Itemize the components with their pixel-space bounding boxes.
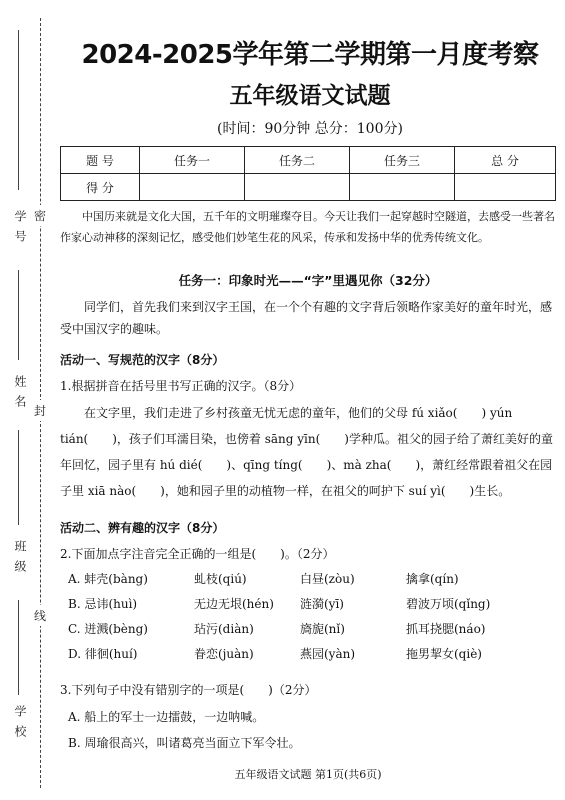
seal-mark-mi: 密 <box>34 205 46 226</box>
option-row-c <box>68 620 556 640</box>
class-label: 班级 <box>13 540 27 580</box>
pinyin-passage: 在文字里，我们走进了乡村孩童无忧无虑的童年，他们的父母 fú xiǎo( ) yún tián( )，孩子们耳濡目染，也傍着 sāng yīn( )学种瓜。祖父的园子给了萧红美好的童年回忆，园子里有 hú dié( )、qīng tíng( )、mà zha( )，萧红经常跟着祖父在园子里 xiā nào( )，她和园子里的动植物一样，在祖父的呵护下 suí yì( )生长。 <box>60 406 553 498</box>
option-row-d <box>68 645 556 665</box>
score-header-cell: 任务一 <box>140 147 245 174</box>
student-id-label: 学号 <box>13 210 27 250</box>
score-header-cell: 任务二 <box>245 147 350 174</box>
class-rule <box>18 430 19 525</box>
option-a[interactable]: A. 蚌壳(bàng) <box>68 572 148 586</box>
score-table-score-row <box>61 174 556 201</box>
option-item: 拖男挈女(qiè) <box>406 647 482 661</box>
option-row-a <box>68 570 556 590</box>
question-3: 3.下列句子中没有错别字的一项是( )（2分） <box>60 683 317 697</box>
option-item: 碧波万顷(qǐng) <box>406 597 491 611</box>
student-id-rule <box>18 30 19 190</box>
option-item: 旖旎(nǐ) <box>300 622 345 636</box>
name-rule <box>18 270 19 360</box>
q3-option-b[interactable]: B. 周瑜很高兴，叫诸葛亮当面立下军令壮。 <box>68 736 301 750</box>
option-b[interactable]: B. 忌讳(huì) <box>68 597 138 611</box>
option-row-b <box>68 595 556 615</box>
option-item: 涟漪(yī) <box>300 597 344 611</box>
seal-mark-xian: 线 <box>34 605 46 626</box>
exam-subtitle: 五年级语文试题 <box>229 83 391 109</box>
seal-mark-feng: 封 <box>34 400 46 421</box>
score-header-cell: 题 号 <box>61 147 140 174</box>
score-cell[interactable] <box>455 174 556 201</box>
exam-title: 2024-2025学年第二学期第一月度考察 <box>81 40 539 70</box>
option-item: 白昼(zòu) <box>300 572 355 586</box>
q3-option-a[interactable]: A. 船上的军士一边擂鼓，一边呐喊。 <box>68 710 265 724</box>
question-1: 1.根据拼音在括号里书写正确的汉字。（8分） <box>60 379 302 393</box>
school-rule <box>18 600 19 695</box>
binding-strip <box>0 0 58 800</box>
school-label: 学校 <box>13 705 27 745</box>
option-item: 无边无垠(hén) <box>194 597 274 611</box>
activity1-title: 活动一、写规范的汉字（8分） <box>60 353 225 367</box>
option-item: 擒拿(qín) <box>406 572 459 586</box>
score-table-header-row <box>61 147 556 174</box>
exam-page <box>60 0 560 781</box>
option-d[interactable]: D. 徘徊(huí) <box>68 647 138 661</box>
exam-info: (时间：90分钟 总分：100分) <box>217 121 403 137</box>
task1-intro: 同学们，首先我们来到汉字王国，在一个个有趣的文字背后领略作家美好的童年时光，感受中国汉字的趣味。 <box>60 300 553 336</box>
score-header-cell: 总 分 <box>455 147 556 174</box>
score-cell[interactable] <box>245 174 350 201</box>
score-table <box>60 146 556 201</box>
option-item: 玷污(diàn) <box>194 622 254 636</box>
score-cell[interactable] <box>350 174 455 201</box>
option-c[interactable]: C. 迸溅(bèng) <box>68 622 148 636</box>
task1-title: 任务一：印象时光——“字”里遇见你（32分） <box>178 273 438 288</box>
score-header-cell: 任务三 <box>350 147 455 174</box>
option-item: 抓耳挠腮(náo) <box>406 622 486 636</box>
intro-paragraph: 中国历来就是文化大国，五千年的文明璀璨夺目。今天让我们一起穿越时空隧道，去感受一些著名作家心动神移的深刻记忆，感受他们妙笔生花的风采，传承和发扬中华的优秀传统文化。 <box>60 210 555 244</box>
page-footer: 五年级语文试题 第1页(共6页) <box>234 768 382 781</box>
option-item: 燕园(yàn) <box>300 647 356 661</box>
score-row-label: 得 分 <box>61 174 140 201</box>
activity2-title: 活动二、辨有趣的汉字（8分） <box>60 521 225 535</box>
name-label: 姓名 <box>13 375 27 415</box>
option-item: 眷恋(juàn) <box>194 647 254 661</box>
option-item: 虬枝(qiú) <box>194 572 247 586</box>
question-2: 2.下面加点字注音完全正确的一组是( )。（2分） <box>60 547 335 561</box>
score-cell[interactable] <box>140 174 245 201</box>
